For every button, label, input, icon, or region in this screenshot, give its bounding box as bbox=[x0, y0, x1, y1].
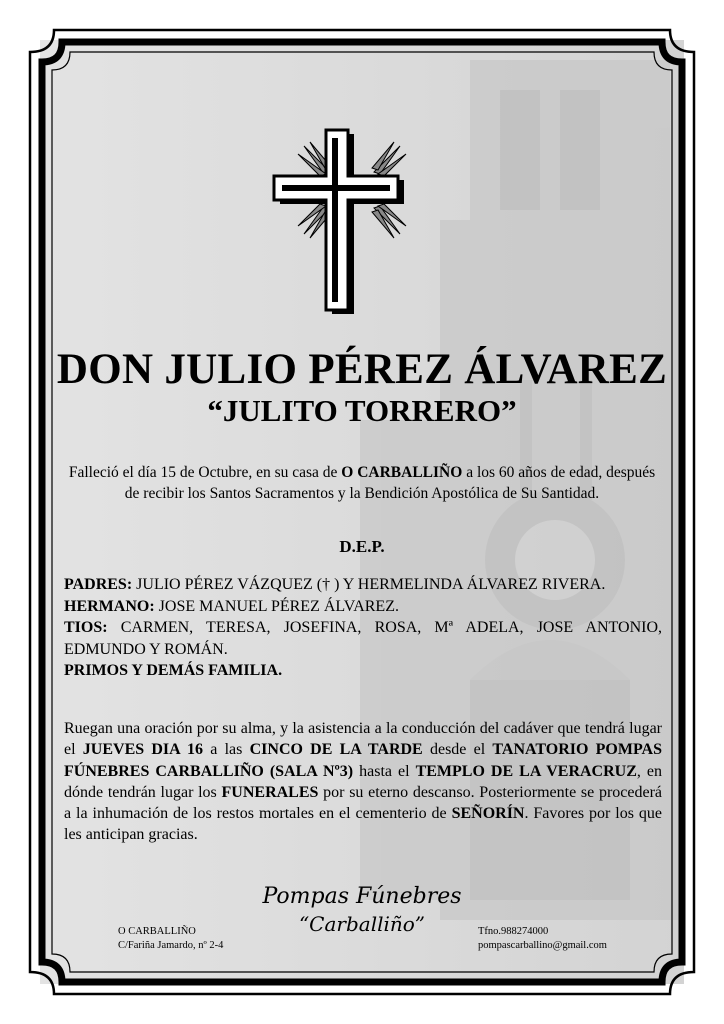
parents-label: PADRES: bbox=[64, 576, 133, 593]
request-funerals: FUNERALES bbox=[221, 783, 319, 801]
death-announcement bbox=[62, 462, 662, 504]
family-uncles bbox=[64, 617, 662, 660]
uncles-text: CARMEN, TERESA, JOSEFINA, ROSA, Mª ADELA, JOSE ANTONIO, EDMUNDO Y ROMÁN. bbox=[64, 619, 662, 658]
intro-place: O CARBALLIÑO bbox=[341, 464, 463, 481]
request-day: JUEVES DIA 16 bbox=[82, 741, 204, 759]
address-city: O CARBALLIÑO bbox=[118, 926, 196, 937]
request-cemetery: SEÑORÍN bbox=[451, 805, 525, 823]
parents-text: JULIO PÉREZ VÁZQUEZ († ) Y HERMELINDA ÁLVAREZ RIVERA. bbox=[132, 576, 606, 593]
request-text: hasta el bbox=[353, 762, 416, 780]
family-brother bbox=[64, 596, 662, 618]
intro-text: a los 60 años de edad, después de recibir los Santos Sacramentos y la Bendición Apostólica de Su Santidad. bbox=[124, 464, 656, 502]
cross-icon bbox=[268, 128, 408, 318]
funeral-details bbox=[64, 718, 662, 846]
cousins-label: PRIMOS Y DEMÁS FAMILIA. bbox=[64, 662, 283, 679]
request-text: a las bbox=[203, 741, 250, 759]
funeral-home-address bbox=[118, 925, 223, 953]
funeral-home-logo-subtitle: “Carballiño” bbox=[298, 912, 426, 936]
request-origin: TANATORIO POMPAS FÚNEBRES CARBALLIÑO (SALA Nº3) bbox=[64, 741, 663, 780]
deceased-name: DON JULIO PÉREZ ÁLVAREZ bbox=[56, 346, 668, 393]
deceased-nickname: “JULITO TORRERO” bbox=[207, 393, 517, 428]
family-parents bbox=[64, 574, 662, 596]
funeral-home-logo: Pompas Fúnebres bbox=[262, 884, 462, 909]
request-text: . Favores por los que les anticipan gracias. bbox=[64, 805, 662, 844]
request-text: , en dónde tendrán lugar los bbox=[64, 762, 662, 801]
family-cousins bbox=[64, 660, 662, 682]
request-time: CINCO DE LA TARDE bbox=[249, 741, 423, 759]
request-church: TEMPLO DE LA VERACRUZ bbox=[415, 762, 637, 780]
contact-phone: Tfno.988274000 bbox=[478, 926, 549, 937]
uncles-label: TIOS: bbox=[64, 619, 108, 636]
address-street: C/Fariña Jamardo, nº 2-4 bbox=[118, 940, 224, 951]
dep-heading: D.E.P. bbox=[339, 537, 385, 556]
request-text: desde el bbox=[422, 741, 493, 759]
request-text: por su eterno descanso. Posteriormente se procederá a la inhumación de los restos mortales en el cementerio de bbox=[64, 783, 663, 823]
brother-label: HERMANO: bbox=[64, 597, 155, 615]
funeral-home-contact bbox=[478, 925, 607, 953]
intro-text: Falleció el día 15 de Octubre, en su casa de bbox=[68, 464, 342, 481]
request-text: Ruegan una oración por su alma, y la asistencia a la conducción del cadáver que tendrá lugar el bbox=[64, 720, 662, 759]
family-list bbox=[64, 574, 662, 682]
contact-email: pompascarballino@gmail.com bbox=[478, 940, 607, 951]
brother-text: JOSE MANUEL PÉREZ ÁLVAREZ. bbox=[154, 597, 399, 615]
